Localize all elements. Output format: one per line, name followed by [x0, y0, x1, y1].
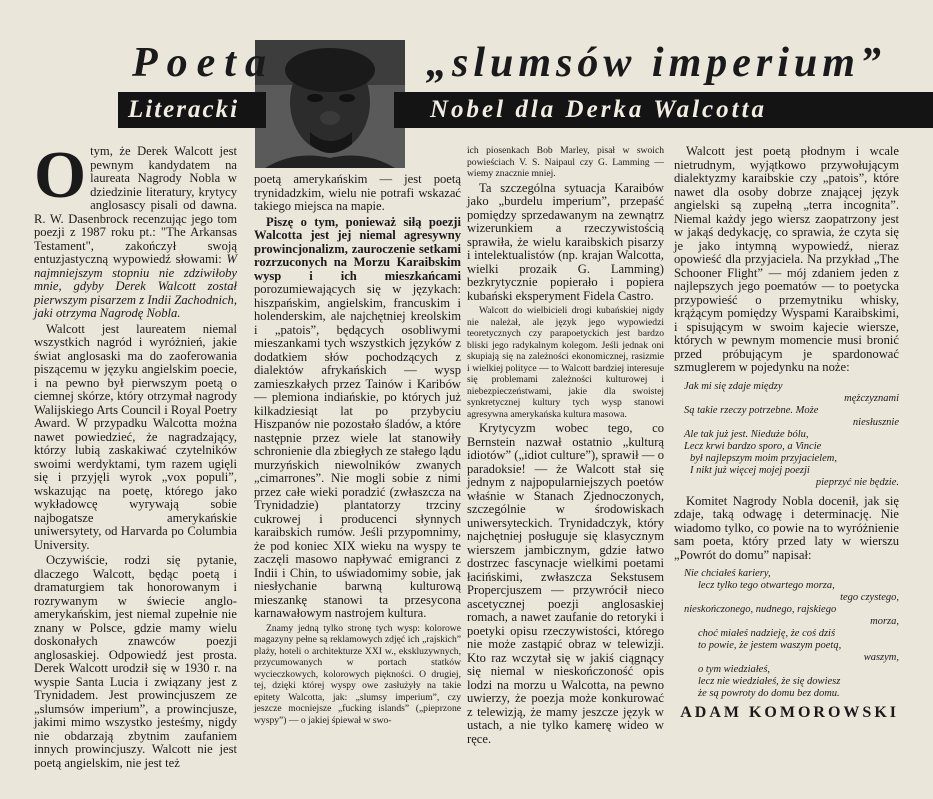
subtitle: Nobel dla Derka Walcotta	[394, 92, 933, 128]
poem-line: waszym,	[863, 652, 899, 663]
paragraph	[34, 138, 237, 321]
paragraph: Walcott jest poetą płodnym i wcale nietrudnym, wyjątkowo przywołującym dialektyzmy karaibskie czy „patois”, które nawet dla osoby dobrze znającej język angielski są zupełną „terra incognita”. Niemal każdy jego wiersz zaopatrzony jest w jakąś dedykację, co sprawia, że czyta się je jako intymną wypowiedź, nieraz opowieść dla przyjaciela. Na przykład „The Schooner Flight” — mój zdaniem jeden z najlepszych jego poematów — to poetycka przypowieść o przemytniku whisky, krążącym pomiędzy Wyspami Karaibskimi, i spisującym w swoim kajecie wiersze, których w pewnym momencie musi bronić przed próbującym je spardonować szmuglerem w pojedynku na noże:	[674, 144, 899, 374]
paragraph: poetą amerykańskim — jest poetą trynidadzkim, wielu nie potrafi wskazać takiego miejsca na mapie.	[254, 172, 461, 213]
paragraph: Walcott jest laureatem niemal wszystkich nagród i wyróżnień, jakie świat anglosaski ma do zaoferowania piszącemu w języku angielskim poecie, i na pewno był pierwszym poetą o ciemnej skórze, który otrzymał nagrody Walijskiego Arts Council i Royal Poetry Award. W przypadku Walcotta można nawet powiedzieć, że nagradzający, którzy lubią zaskakiwać czytelników swoimi werdyktami, tym razem ugięli się i przyjęli wyrok „vox populi”, wskazując na poetę, którego jako wykładowcę wyrywają sobie najbogatsze amerykańskie uniwersytety, od Harvarda po Columbia University.	[34, 321, 237, 552]
poem-line: I nikt już więcej mojej poezji	[690, 464, 810, 476]
article-column-2	[254, 173, 461, 728]
poem-line: Lecz krwi bardzo sporo, a Vincie	[684, 440, 822, 452]
poem-quote-1	[674, 381, 899, 489]
paragraph: Komitet Nagrody Nobla docenił, jak się zdaje, taką odwagę i determinację. Nie wiadomo tylko, co powie na to wyróżnienie sam poeta, który przed laty w wierszu „Powrót do domu” napisał:	[674, 493, 899, 562]
poem-line: pieprzyć nie będzie.	[815, 476, 899, 488]
poem-line: lecz tylko tego otwartego morza,	[698, 580, 835, 591]
paragraph: ich piosenkach Bob Marley, pisał w swoich powieściach V. S. Naipaul czy G. Lamming — wiemy znacznie mniej.	[467, 145, 664, 179]
paragraph	[254, 216, 461, 621]
poem-line: był najlepszym moim przyjacielem,	[690, 452, 837, 464]
headline-left: Poeta	[132, 40, 275, 86]
poem-line: to powie, że jestem waszym poetą,	[698, 640, 842, 651]
poem-line: choć miałeś nadzieję, że coś dziś	[698, 628, 836, 639]
paragraph: Walcott do wielbicieli drogi kubańskiej nigdy nie należał, ale język jego wypowiedzi teoretycznych czy parapoetyckich jest bardzo bliski jego radykalnym kolegom. Jeśli jednak oni skupiają się na zależności ekonomicznej, rasizmie i wielkiej polityce — to Walcott bardziej interesuje się problemami zależności kulturowej i niebezpieczeństwami, jakie dla swoistej synkretycznej kultury tych wysp stanowi agresywna amerykańska kultura masowa.	[467, 305, 664, 420]
paragraph: Oczywiście, rodzi się pytanie, dlaczego Walcott, będąc poetą i dramaturgiem tak honorowanym i rozrywanym w świecie anglo-amerykańskim, jest niemal zupełnie nie znany w Polsce, gdzie mamy wielu doskonałych znawców poezji anglosaskiej. Odpowiedź jest prosta. Derek Walcott urodził się w 1930 r. na wyspie Santa Lucia i związany jest z Trynidadem. Jest prowincjuszem ze „slumsów imperium”, a prowincjusze, jakimi mimo wszystko jesteśmy, nigdy nie obdarzają zbytnim zaufaniem innych prowincjuszy. Walcott nie jest poetą angielskim, nie jest też	[34, 553, 237, 770]
poem-quote-2	[674, 568, 899, 700]
drop-cap: O	[34, 138, 87, 212]
article-column-1	[34, 138, 237, 772]
author-portrait-photo	[255, 40, 405, 168]
poem-line: Jak mi się zdaje między	[684, 380, 783, 392]
portrait-image	[255, 40, 405, 168]
poem-line: morza,	[870, 616, 899, 627]
section-label: Literacki	[118, 92, 266, 128]
poem-line: że są powroty do domu bez domu.	[698, 688, 840, 699]
author-byline: ADAM KOMOROWSKI	[680, 704, 899, 721]
poem-line: nieskończonego, nudnego, rajskiego	[684, 604, 837, 615]
bold-lead: Piszę o tym, ponieważ siłą poezji Walcotta jest jej niemal agresywny prowincjonalizm, zauroczenie setkami rozrzuconych na Morzu Karaibskim wysp i ich mieszkańcami	[254, 214, 461, 283]
poem-line: Ale tak już jest. Nieduże bólu,	[684, 428, 809, 440]
paragraph: Krytycyzm wobec tego, co Bernstein nazwał ostatnio „kulturą idiotów” („idiot culture”), sprawił — o paradoksie! — że Walcott stał się jednym z najpopularniejszych poetów właśnie w Stanach Zjednoczonych, szczególnie w środowiskach uniwersyteckich. Trynidadczyk, który najchętniej posługuje się klasycznym wierszem jambicznym, gdzie łatwo dostrzec fascynacje wielkimi poetami łacińskimi, zwłaszcza Sekstusem Propercjuszem — przywrócił nieco ascetycznej poezji anglosaskiej romach, a nawet zaufanie do retoryki i poetyki opisu rzeczywistości, którego nie może zastąpić obraz w telewizji. Kto raz wczytał się w jakiś ciągnący się niemal w nieskończoność opis lodzi na morzu u Walcotta, na pewno uwierzy, że poezja może konkurować z telewizją, że mamy jeszcze język w ustach, a nie tylko kamerę wideo w ręce.	[467, 421, 664, 746]
article-column-4	[674, 145, 899, 720]
paragraph: Znamy jedną tylko stronę tych wysp: kolorowe magazyny pełne są reklamowych zdjęć ich „rajskich” plaży, hoteli o architekturze XXI w., ekskluzywnych, przycumowanych w portach statków wycieczkowych, kolorowych piękności. O drugiej, tej, dzięki której wyspy owe zasłużyły na takie epitety Walcotta, jak: „slumsy imperium”, czy jeszcze mocniejsze „fucking islands” („pieprzone wyspy”) — o jakiej śpiewał w swo-	[254, 622, 461, 726]
paragraph: Ta szczególna sytuacja Karaibów jako „burdelu imperium”, przepaść pomiędzy sprzedawanym na zewnątrz wizerunkiem a rzeczywistością sprawiła, że wielu karaibskich pisarzy i intelektualistów (np. krajan Walcotta, wielki prozaik G. Lamming) bezkrytycznie popierało i popiera kubański eksperyment Fidela Castro.	[467, 180, 664, 303]
poem-line: o tym wiedziałeś,	[698, 664, 771, 675]
paragraph-text: porozumiewających się w językach: hiszpańskim, angielskim, francuskim i holenderskim, ale najchętniej kreolskim i „patois”, będących osobliwymi mieszankami tych wszystkich języków z dodatkiem słów pochodzących z dialektów afrykańskich — wysp zamieszkałych przez Tainów i Karibów — plemiona indiańskie, po których już kilkadziesiąt lat po przybyciu Hiszpanów nie pozostało śladów, a które następnie przez wiele lat stanowiły schronienie dla zbiegłych ze stałego lądu murzyńskich niewolników zwanych „cimarrones”. Nie mogli sobie z nimi przez całe wieki poradzić (zwłaszcza na Trynidadzie) plantatorzy trzciny cukrowej i producenci słynnych karaibskich rumów. Jeśli przypomnimy, że pod koniec XIX wieku na wyspy te zaczęli masowo napływać emigranci z Indii i Chin, to uświadomimy sobie, jak niesłychanie barwną kulturową mieszankę stanowi ta przesycona karnawałowym nastrojem kultura.	[254, 282, 461, 620]
paragraph-text: tym, że Derek Walcott jest pewnym kandydatem na laureata Nagrody Nobla w dziedzinie literatury, krytycy anglosascy pisali od dawna. R. W. Dasenbrock recenzując jego tom poezji z 1987 roku pt.: "The Arkansas Testament", zakończył swoją entuzjastyczną wypowiedź słowami: W najmniejszym stopniu nie zdziwiłoby mnie, gdyby Derek Walcott został pierwszym pisarzem z Indii Zachodnich, jaki otrzyma Nagrodę Nobla.	[34, 144, 237, 320]
article-column-3	[467, 145, 664, 748]
poem-line: Są takie rzeczy potrzebne. Może	[684, 404, 819, 416]
italic-quote: W najmniejszym stopniu nie zdziwiłoby mnie, gdyby Derek Walcott został pierwszym pisarzem z Indii Zachodnich, jaki otrzyma Nagrodę Nobla.	[34, 252, 237, 320]
poem-line: Nie chciałeś kariery,	[684, 568, 771, 579]
headline-right: „slumsów imperium”	[426, 40, 886, 86]
poem-line: lecz nie wiedziałeś, że się dowiesz	[698, 676, 841, 687]
poem-line: mężczyznami	[844, 392, 899, 404]
poem-line: tego czystego,	[840, 592, 899, 603]
poem-line: niesłusznie	[852, 416, 899, 428]
